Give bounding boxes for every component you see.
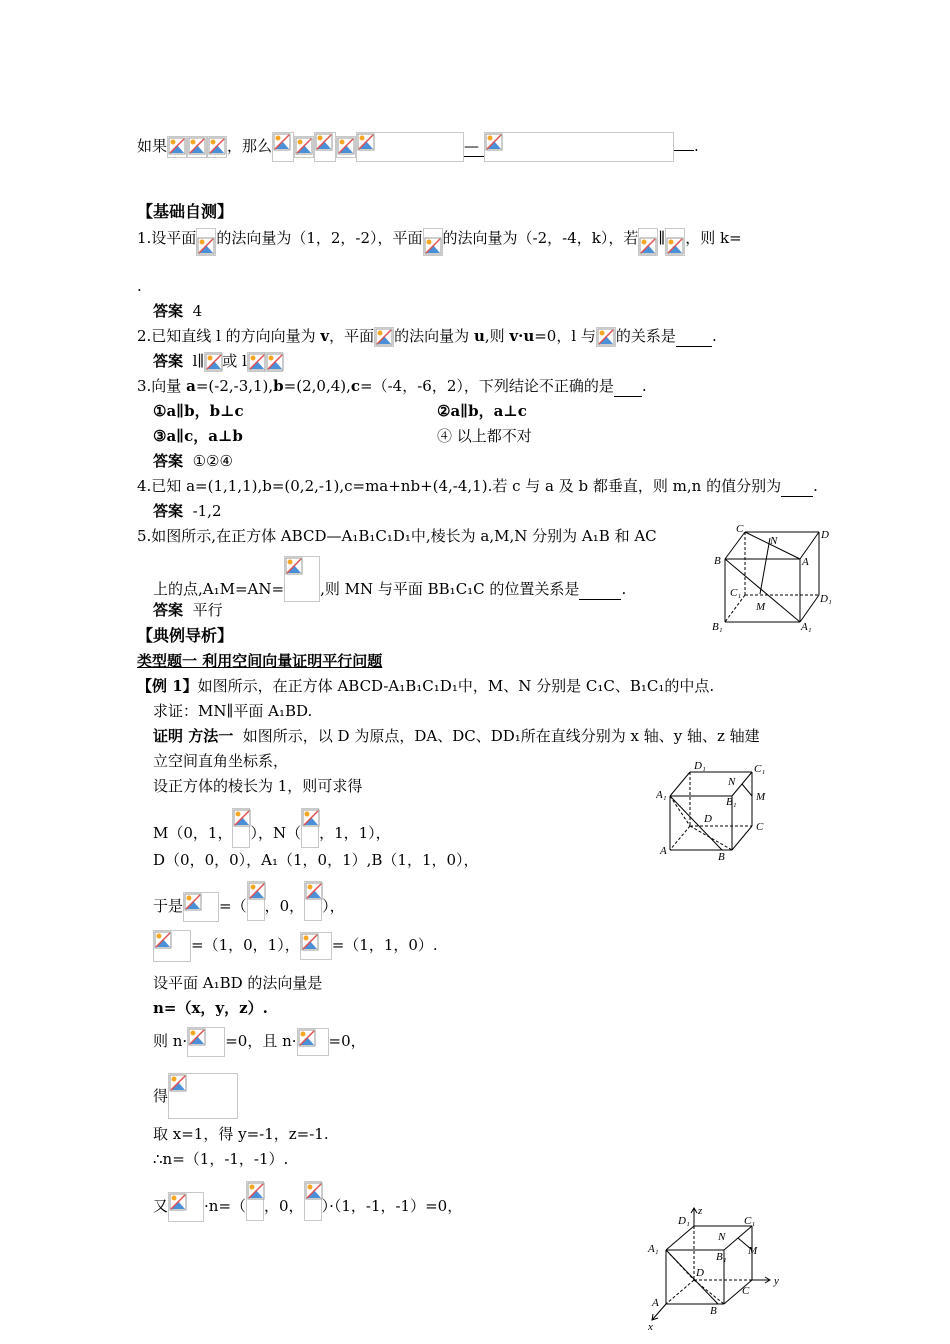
formula-image (207, 136, 227, 158)
label-z: z (698, 1205, 703, 1217)
formula-image (183, 892, 219, 922)
label-B: B (718, 851, 725, 863)
label-C: C (742, 1285, 750, 1297)
label-N: N (770, 535, 778, 547)
label-M: M (756, 601, 766, 613)
formula-image (153, 930, 191, 962)
example-1: 【例 1】如图所示，在正方体 ABCD-A₁B₁C₁D₁中，M、N 分别是 C₁C、B₁C₁的中点. (137, 677, 715, 695)
option-4: ④ 以上都不对 (437, 427, 532, 445)
broken-image-icon (597, 328, 615, 346)
broken-image-icon (169, 1074, 187, 1092)
option-1: ①a∥b，b⊥c (153, 402, 244, 420)
label-y: y (774, 1275, 779, 1287)
formula-image (304, 881, 322, 921)
formula-image (336, 136, 356, 158)
broken-image-icon (305, 882, 323, 900)
answer-3: 答案 ①②④ (153, 452, 233, 470)
formula-image (187, 1027, 225, 1057)
question-4: 4.已知 a=(1,1,1),b=(0,2,-1),c=ma+nb+(4,-4,1).若 c 与 a 及 b 都垂直，则 m,n 的值分别为 . (137, 477, 818, 495)
intro-line: 如果 ，那么 — . (137, 132, 699, 162)
broken-image-icon (169, 1193, 187, 1211)
broken-image-icon (424, 237, 442, 255)
vector-mn: 于是 =（ ，0， ）， (153, 881, 345, 922)
broken-image-icon (315, 133, 333, 151)
system-of-equations: 得 (153, 1073, 238, 1119)
final-dot-product: 又 ·n=（ ，0， ）·（1，-1，-1）=0， (153, 1181, 462, 1222)
broken-image-icon (305, 1182, 323, 1200)
label-D1: D₁ (694, 760, 706, 772)
broken-image-icon (266, 353, 284, 371)
formula-image (265, 352, 283, 372)
label-B1: B₁ (712, 621, 723, 633)
broken-image-icon (208, 137, 226, 155)
formula-image (232, 808, 250, 848)
label-C1: C₁ (744, 1215, 756, 1227)
option-3: ③a∥c，a⊥b (153, 427, 243, 445)
formula-image (168, 1073, 238, 1119)
broken-image-icon (639, 237, 657, 255)
label-D: D (821, 529, 829, 541)
vectors-da1-db: =（1，0，1）， =（1，1，0）. (153, 930, 438, 962)
label-A1: A₁ (648, 1243, 659, 1255)
cube-figure-2 (656, 758, 772, 864)
cube-figure-1 (708, 522, 834, 634)
label-B1: B₁ (716, 1251, 727, 1263)
formula-image (196, 228, 216, 256)
formula-image (187, 136, 207, 158)
formula-image (300, 932, 332, 960)
broken-image-icon (302, 809, 320, 827)
point-m-n: M（0，1， ），N（ ，1，1）， (153, 808, 391, 848)
broken-image-icon (247, 1182, 265, 1200)
formula-image (596, 327, 616, 347)
broken-image-icon (285, 557, 303, 575)
formula-image (247, 881, 265, 921)
formula-image (294, 136, 314, 158)
answer-2: 答案 l∥ 或 l (153, 351, 283, 372)
label-A: A (802, 556, 809, 568)
formula-image (204, 352, 222, 372)
option-2: ②a∥b，a⊥c (437, 402, 527, 420)
label-C: C (736, 523, 744, 535)
broken-image-icon (273, 133, 291, 151)
formula-image (168, 1192, 204, 1222)
label-M: M (756, 791, 766, 803)
section-heading-self-test: 【基础自测】 (137, 202, 234, 221)
answer-1: 答案 4 (153, 302, 203, 320)
label-D1: D₁ (820, 593, 832, 605)
dot-products: 则 n· =0，且 n· =0， (153, 1027, 366, 1057)
broken-image-icon (248, 882, 266, 900)
formula-image (314, 132, 336, 162)
cube-figure-3-with-axes (640, 1204, 790, 1342)
broken-image-icon (375, 328, 393, 346)
question-3: 3.向量 a=(-2,-3,1),b=(2,0,4),c=（-4，-6，2），下列结论不正确的是 . (137, 377, 647, 395)
broken-image-icon (357, 133, 375, 151)
broken-image-icon (301, 933, 319, 951)
label-N: N (718, 1231, 726, 1243)
label-B: B (710, 1305, 717, 1317)
label-C1: C₁ (754, 763, 766, 775)
question-1: 1.设平面 的法向量为（1，2，-2），平面 的法向量为（-2，-4，k），若 ∥ ，则 k= (137, 228, 742, 256)
question-5: 5.如图所示,在正方体 ABCD—A₁B₁C₁D₁中,棱长为 a,M,N 分别为 A₁B 和 AC (137, 527, 657, 545)
formula-image (246, 1181, 264, 1221)
broken-image-icon (337, 137, 355, 155)
label-A: A (652, 1297, 659, 1309)
label-D: D (696, 1267, 704, 1279)
formula-image (297, 1028, 329, 1056)
formula-image (247, 352, 265, 372)
label-D: D (704, 813, 712, 825)
formula-image (374, 327, 394, 347)
answer-4: 答案 -1,2 (153, 502, 222, 520)
formula-image (167, 136, 187, 158)
section-heading-examples: 【典例导析】 (137, 626, 234, 645)
label-A1: A₁ (656, 789, 667, 801)
label-A: A (660, 845, 667, 857)
broken-image-icon (154, 931, 172, 949)
question-2: 2.已知直线 l 的方向向量为 v，平面 的法向量为 u,则 v·u=0，l 与 的关系是 . (137, 327, 717, 345)
formula-image (356, 132, 464, 162)
broken-image-icon (168, 137, 186, 155)
formula-image (301, 808, 319, 848)
broken-image-icon (188, 137, 206, 155)
label-M: M (748, 1245, 758, 1257)
broken-image-icon (205, 353, 223, 371)
label-C1: C₁ (730, 587, 742, 599)
broken-image-icon (666, 237, 684, 255)
broken-image-icon (233, 809, 251, 827)
broken-image-icon (298, 1029, 316, 1047)
formula-image (484, 132, 674, 162)
label-N: N (728, 776, 736, 788)
broken-image-icon (248, 353, 266, 371)
broken-image-icon (485, 133, 503, 151)
broken-image-icon (184, 893, 202, 911)
answer-5: 答案 平行 (153, 601, 223, 619)
formula-image (304, 1181, 322, 1221)
formula-image (665, 228, 685, 256)
label-x: x (648, 1321, 653, 1333)
formula-image (423, 228, 443, 256)
question-5-cont: 上的点,A₁M=AN= ,则 MN 与平面 BB₁C₁C 的位置关系是 . (153, 556, 626, 602)
type-heading: 类型题一 利用空间向量证明平行问题 (137, 652, 383, 670)
label-D1: D₁ (678, 1215, 690, 1227)
label-B1: B₁ (726, 796, 737, 808)
label-C: C (756, 821, 764, 833)
formula-image (272, 132, 294, 162)
broken-image-icon (197, 237, 215, 255)
broken-image-icon (295, 137, 313, 155)
formula-image (284, 556, 320, 602)
label-B: B (714, 555, 721, 567)
formula-image (638, 228, 658, 256)
label-A1: A₁ (801, 621, 812, 633)
broken-image-icon (188, 1028, 206, 1046)
